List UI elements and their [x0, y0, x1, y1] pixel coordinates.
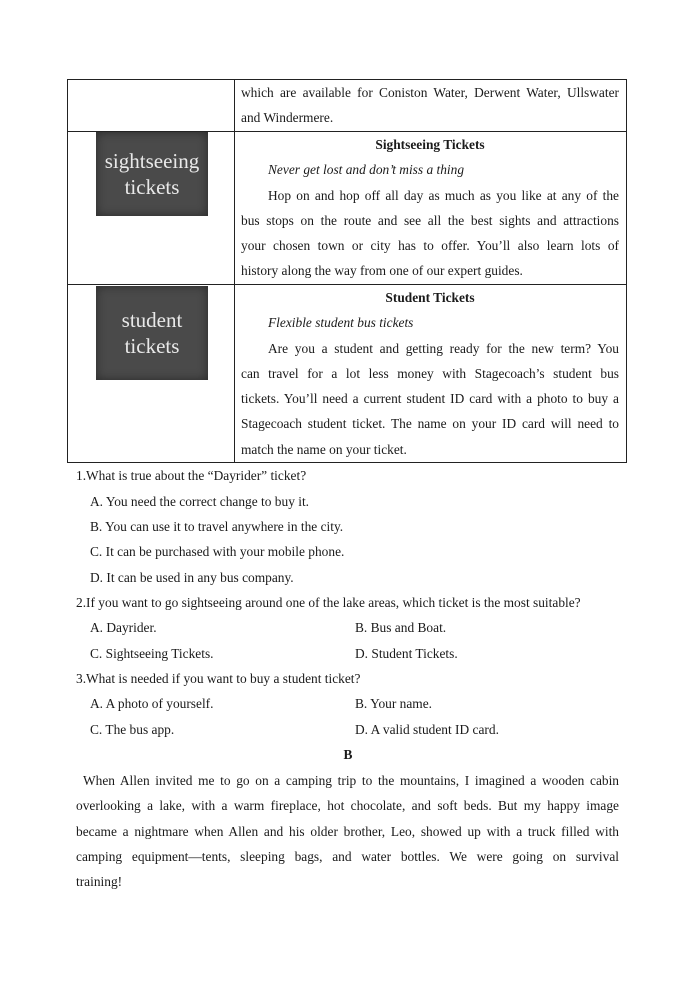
- row-title: Student Tickets: [385, 290, 475, 305]
- paragraph-line: training!: [76, 874, 123, 890]
- q3-option-d: D. A valid student ID card.: [355, 722, 499, 737]
- q1-option-c: C. It can be purchased with your mobile phone.: [90, 544, 345, 559]
- row-line: can travel for a lot less money with Stagecoach’s student bus: [241, 365, 619, 381]
- question-1-stem: 1.What is true about the “Dayrider” ticket?: [76, 468, 307, 483]
- text-cell: [235, 80, 626, 131]
- table-row: [68, 131, 626, 284]
- section-heading: B: [343, 747, 353, 762]
- image-cell: [68, 285, 235, 462]
- row-line: Are you a student and getting ready for the new term? You: [268, 340, 619, 356]
- image-cell-empty: [68, 80, 235, 131]
- image-text: tickets: [124, 334, 180, 358]
- row-line: Hop on and hop off all day as much as you like at any of the: [268, 187, 619, 203]
- row1-line: which are available for Coniston Water, Derwent Water, Ullswater: [241, 85, 619, 100]
- q2-option-c: C. Sightseeing Tickets.: [90, 646, 214, 661]
- q1-option-d: D. It can be used in any bus company.: [90, 570, 294, 585]
- image-text: tickets: [124, 175, 180, 199]
- section-b-paragraph: [76, 768, 619, 894]
- image-text: sightseeing: [104, 149, 200, 173]
- table-row: [68, 80, 626, 131]
- q1-option-b: B. You can use it to travel anywhere in the city.: [90, 519, 344, 534]
- question-3-stem: 3.What is needed if you want to buy a student ticket?: [76, 671, 361, 686]
- row-line: match the name on your ticket.: [241, 441, 407, 457]
- student-tickets-image: [96, 286, 208, 380]
- row-line: history along the way from one of our expert guides.: [241, 263, 523, 279]
- image-text: student: [121, 308, 183, 332]
- ticket-table: [67, 79, 627, 463]
- row-line: tickets. You’ll need a current student ID card with a photo to buy a: [241, 391, 619, 407]
- q1-option-a: A. You need the correct change to buy it.: [90, 494, 310, 509]
- text-cell: [235, 285, 626, 462]
- sightseeing-tickets-image: [96, 132, 208, 216]
- row-line: your chosen town or city has to offer. You’ll also learn lots of: [241, 238, 619, 254]
- text-cell: [235, 132, 626, 284]
- q3-option-b: B. Your name.: [355, 696, 433, 711]
- q3-option-a: A. A photo of yourself.: [90, 696, 214, 711]
- row-line: Stagecoach student ticket. The name on your ID card will need to: [241, 416, 619, 432]
- row-line: bus stops on the route and see all the best sights and attractions: [241, 212, 619, 228]
- row-subtitle: Never get lost and don’t miss a thing: [268, 162, 465, 178]
- paragraph-line: When Allen invited me to go on a camping trip to the mountains, I imagined a wooden cabin: [83, 773, 619, 788]
- question-2-stem: 2.If you want to go sightseeing around one of the lake areas, which ticket is the most suitable?: [76, 595, 581, 610]
- q2-option-d: D. Student Tickets.: [355, 646, 458, 661]
- image-cell: [68, 132, 235, 284]
- paragraph-line: camping equipment—tents, sleeping bags, and water bottles. We were going on survival: [76, 848, 619, 864]
- paragraph-line: became a nightmare when Allen and his older brother, Leo, showed up with a truck filled with: [76, 823, 619, 839]
- q2-option-b: B. Bus and Boat.: [355, 620, 447, 635]
- row-title: Sightseeing Tickets: [375, 137, 485, 152]
- row1-line: and Windermere.: [241, 110, 334, 126]
- row-subtitle: Flexible student bus tickets: [268, 315, 414, 331]
- q2-option-a: A. Dayrider.: [90, 620, 157, 635]
- paragraph-line: overlooking a lake, with a warm fireplace, hot chocolate, and soft beds. But my happy image: [76, 798, 619, 814]
- table-row: [68, 284, 626, 462]
- q3-option-c: C. The bus app.: [90, 722, 175, 737]
